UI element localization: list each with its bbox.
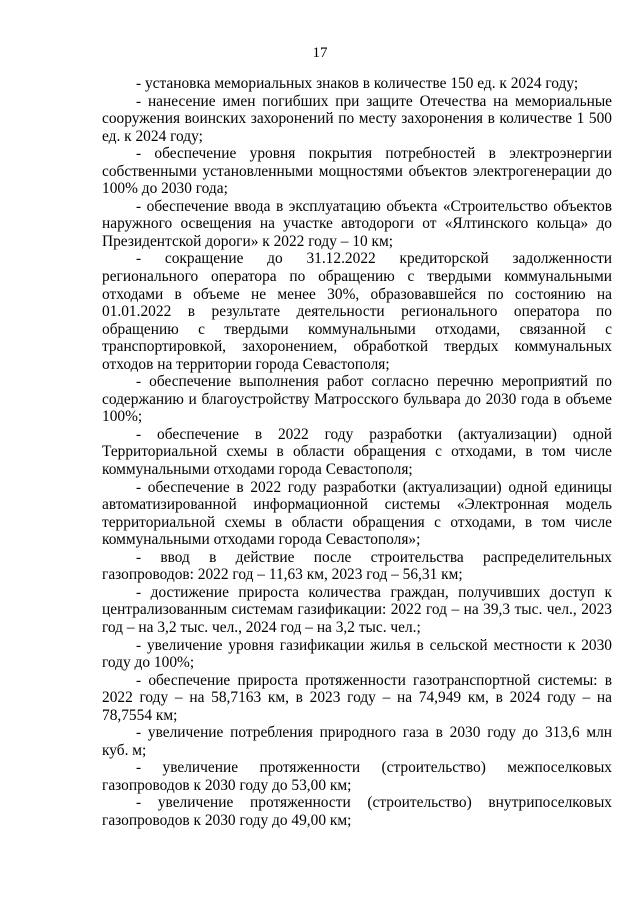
paragraph-gasification-access: - достижение прироста количества граждан, получивших доступ к централизованным системам газификации: 2022 год – на 39,3 тыс. чел., 2023 год – на 3,2 тыс. чел., 2024 год – на 3,2 тыс. чел.; [102, 583, 612, 636]
paragraph-gas-pipelines-commissioning: - ввод в действие после строительства распределительных газопроводов: 2022 год – 11,63 км, 2023 год – 56,31 км; [102, 548, 612, 584]
paragraph-names-of-fallen: - нанесение имен погибших при защите Отечества на мемориальные сооружения воинских захоронений по месту захоронения в количестве 1 500 ед. к 2024 году; [102, 92, 612, 145]
paragraph-information-system: - обеспечение в 2022 году разработки (актуализации) одной единицы автоматизированной информационной системы «Электронная модель территориальной схемы в области обращения с отходами, в том числе коммунальными отходами города Севастополя»; [102, 478, 612, 549]
paragraph-boulevard-maintenance: - обеспечение выполнения работ согласно перечню мероприятий по содержанию и благоустройству Матросского бульвара до 2030 года в объеме 100%; [102, 373, 612, 426]
paragraph-rural-gasification: - увеличение уровня газификации жилья в сельской местности к 2030 году до 100%; [102, 636, 612, 672]
paragraph-intersettlement-pipelines: - увеличение протяженности (строительство) межпоселковых газопроводов к 2030 году до 53,00 км; [102, 759, 612, 794]
paragraph-intrasettlement-pipelines: - увеличение протяженности (строительство) внутрипоселковых газопроводов к 2030 году до 49,00 км; [102, 794, 612, 829]
paragraph-memorial-signs: - установка мемориальных знаков в количестве 150 ед. к 2024 году; [136, 75, 579, 92]
document-body [102, 75, 612, 830]
page-number: 17 [312, 45, 328, 61]
paragraph-outdoor-lighting: - обеспечение ввода в эксплуатацию объекта «Строительство объектов наружного освещения на участке автодороги от «Ялтинского кольца» до Президентской дороги» к 2022 году – 10 км; [102, 197, 612, 250]
paragraph-gas-transport-growth: - обеспечение прироста протяженности газотранспортной системы: в 2022 году – на 58,7163 км, в 2023 году – на 74,949 км, в 2024 году – на 78,7554 км; [102, 671, 612, 724]
paragraph-gas-consumption: - увеличение потребления природного газа в 2030 году до 313,6 млн куб. м; [102, 724, 612, 759]
paragraph-electricity-coverage: - обеспечение уровня покрытия потребностей в электроэнергии собственными установленными мощностями объектов электрогенерации до 100% до 2030 года; [102, 145, 612, 198]
paragraph-debt-reduction: - сокращение до 31.12.2022 кредиторской задолженности регионального оператора по обращению с твердыми коммунальными отходами в объеме не менее 30%, образовавшейся по состоянию на 01.01.2022 в результате деятельности регионального оператора по обращению с твердыми коммунальными отходами, связанной с транспортировкой, захоронением, обработкой твердых коммунальных отходов на территории города Севастополя; [102, 250, 612, 373]
paragraph-territorial-scheme: - обеспечение в 2022 году разработки (актуализации) одной Территориальной схемы в области обращения с отходами, в том числе коммунальными отходами города Севастополя; [102, 425, 612, 479]
